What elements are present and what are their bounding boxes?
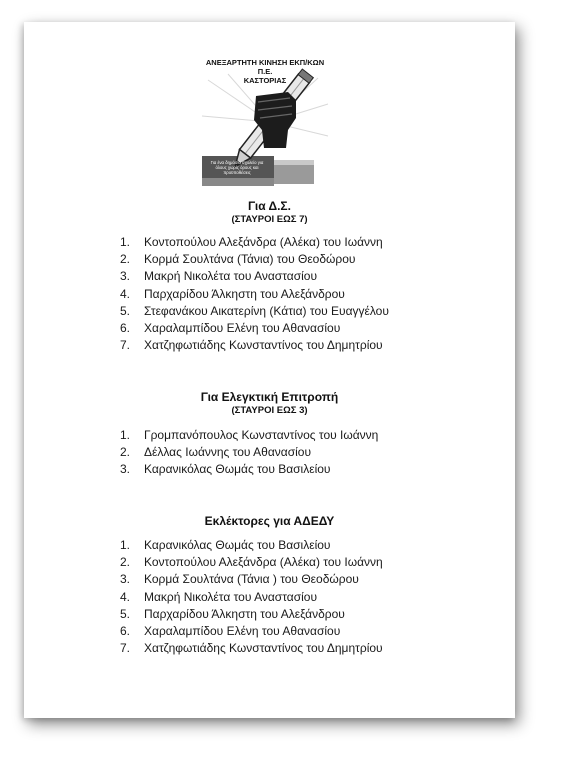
list-item: 1. Κοντοπούλου Αλεξάνδρα (Αλέκα) του Ιωάννη [120,235,383,249]
logo-book-text: Για ένα δημόσιο σχολείο για όλους χωρίς όρους και προϋποθέσεις [210,160,264,176]
list-item: 2. Κοντοπούλου Αλεξάνδρα (Αλέκα) του Ιωάννη [120,555,383,570]
list-item: 6. Χαραλαμπίδου Ελένη του Αθανασίου [120,321,341,336]
list-item: 2. Κορμά Σουλτάνα (Τάνια) του Θεοδώρου [120,252,356,267]
logo-title-line1: ΑΝΕΞΑΡΤΗΤΗ ΚΙΝΗΣΗ ΕΚΠ/ΚΩΝ Π.Ε. [205,58,325,76]
list-item: 3. Καρανικόλας Θωμάς του Βασιλείου [120,462,331,477]
list-item: 3. Κορμά Σουλτάνα (Τάνια ) του Θεοδώρου [120,572,359,587]
document-page [24,22,515,718]
section-subtitle-audit: (ΣΤΑΥΡΟΙ ΕΩΣ 3) [231,405,308,416]
list-item: 7. Χατζηφωτιάδης Κωνσταντίνος του Δημητρίου [120,338,383,353]
section-title-audit: Για Ελεγκτική Επιτροπή [200,390,339,404]
list-item: 3. Μακρή Νικολέτα του Αναστασίου [120,269,318,284]
list-item: 4. Μακρή Νικολέτα του Αναστασίου [120,589,318,604]
list-item: 5. Στεφανάκου Αικατερίνη (Κάτια) του Ευαγγέλου [120,303,389,318]
list-item: 2. Δέλλας Ιωάννης του Αθανασίου [120,445,312,460]
candidate-list-audit [120,427,378,479]
organization-logo [198,56,332,190]
section-subtitle-board: (ΣΤΑΥΡΟΙ ΕΩΣ 7) [231,214,308,225]
list-item: 4. Παρχαρίδου Άλκηστη του Αλεξάνδρου [120,286,345,301]
logo-title [198,58,332,85]
list-item: 5. Παρχαρίδου Άλκηστη του Αλεξάνδρου [120,606,345,621]
list-item: 6. Χαραλαμπίδου Ελένη του Αθανασίου [120,624,341,639]
section-title-electors: Εκλέκτορες για ΑΔΕΔΥ [204,514,335,528]
list-item: 1. Καρανικόλας Θωμάς του Βασιλείου [120,538,331,552]
list-item: 1. Γρομπανόπουλος Κωνσταντίνος του Ιωάννη [120,428,379,442]
section-title-board: Για Δ.Σ. [248,199,291,213]
logo-title-line2: ΚΑΣΤΟΡΙΑΣ [243,76,287,85]
candidate-list-electors [120,537,383,657]
list-item: 7. Χατζηφωτιάδης Κωνσταντίνος του Δημητρίου [120,641,383,656]
candidate-list-board [120,234,389,354]
